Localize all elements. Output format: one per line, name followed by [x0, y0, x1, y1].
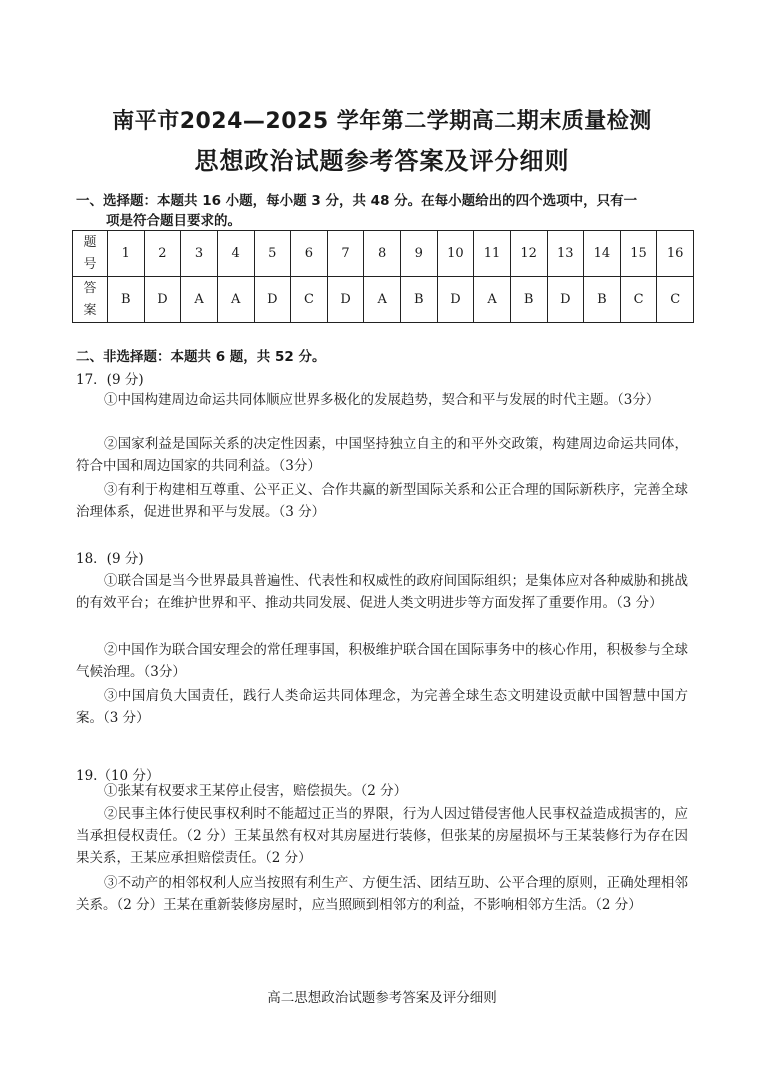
q19-label: 19.（10 分）: [76, 768, 160, 784]
answer-cell: A: [364, 277, 401, 323]
q18-point-2: ②中国作为联合国安理会的常任理事国，积极维护联合国在国际事务中的核心作用，积极参与全球气候治理。（3分）: [76, 642, 688, 680]
header-char: 题: [83, 234, 97, 250]
section-1-heading: [76, 191, 696, 231]
q17-point-1: ①中国构建周边命运共同体顺应世界多极化的发展趋势，契合和平与发展的时代主题。（3分）: [104, 392, 660, 408]
q19-point-2: ②民事主体行使民事权利时不能超过正当的界限，行为人因过错侵害他人民事权益造成损害的，应当承担侵权责任。（2 分）王某虽然有权对其房屋进行装修，但张某的房屋损坏与王某装修行为存在因果关系，王某应承担赔偿责任。（2 分）: [76, 806, 688, 866]
section-1-line-1: 一、选择题：本题共 16 小题，每小题 3 分，共 48 分。在每小题给出的四个选项中，只有一: [76, 193, 638, 209]
header-char: 号: [83, 256, 97, 272]
answer-cell: B: [510, 277, 547, 323]
q19-point-1: ①张某有权要求王某停止侵害，赔偿损失。（2 分）: [104, 783, 408, 799]
answer-cell: D: [327, 277, 364, 323]
question-number-cell: 16: [657, 231, 694, 277]
header-char: 案: [83, 302, 97, 318]
section-1-line-2: 项是符合题目要求的。: [106, 213, 241, 229]
answer-cell: A: [474, 277, 511, 323]
question-number-cell: 1: [108, 231, 145, 277]
question-number-cell: 9: [401, 231, 438, 277]
answer-cell: A: [181, 277, 218, 323]
question-number-cell: 8: [364, 231, 401, 277]
document-subtitle: 思想政治试题参考答案及评分细则: [194, 147, 570, 175]
question-number-cell: 11: [474, 231, 511, 277]
question-number-cell: 10: [437, 231, 474, 277]
q18-point-1: ①联合国是当今世界最具普遍性、代表性和权威性的政府间国际组织；是集体应对各种威胁和挑战的有效平台；在维护世界和平、推动共同发展、促进人类文明进步等方面发挥了重要作用。（3 分）: [76, 573, 688, 611]
question-number-cell: 6: [291, 231, 328, 277]
page-footer: 高二思想政治试题参考答案及评分细则: [267, 990, 497, 1006]
q17-point-2: ②国家利益是国际关系的决定性因素，中国坚持独立自主的和平外交政策，构建周边命运共同体，符合中国和周边国家的共同利益。（3分）: [76, 436, 688, 474]
answer-cell: D: [437, 277, 474, 323]
q17-label: 17．(9 分): [76, 372, 144, 388]
question-number-cell: 12: [510, 231, 547, 277]
answer-cell: C: [620, 277, 657, 323]
header-char: 答: [83, 280, 97, 296]
question-number-cell: 5: [254, 231, 291, 277]
question-number-cell: 2: [144, 231, 181, 277]
question-number-cell: 15: [620, 231, 657, 277]
question-number-cell: 7: [327, 231, 364, 277]
q19-point-3: ③不动产的相邻权利人应当按照有利生产、方便生活、团结互助、公平合理的原则，正确处理相邻关系。（2 分）王某在重新装修房屋时，应当照顾到相邻方的利益，不影响相邻方生活。（2 分）: [76, 875, 688, 913]
answer-cell: B: [108, 277, 145, 323]
answer-cell: C: [291, 277, 328, 323]
answer-cell: D: [144, 277, 181, 323]
answer-header: [73, 277, 108, 323]
document-title: 南平市2024—2025 学年第二学期高二期末质量检测: [112, 109, 652, 134]
question-number-header: [73, 231, 108, 277]
answer-cell: A: [217, 277, 254, 323]
question-number-cell: 3: [181, 231, 218, 277]
question-number-cell: 14: [584, 231, 621, 277]
question-number-row: [73, 231, 694, 277]
q18-label: 18．(9 分): [76, 551, 144, 567]
question-number-cell: 4: [217, 231, 254, 277]
answer-cell: C: [657, 277, 694, 323]
answer-row: [73, 277, 694, 323]
q17-point-3: ③有利于构建相互尊重、公平正义、合作共赢的新型国际关系和公正合理的国际新秩序，完善全球治理体系，促进世界和平与发展。（3 分）: [76, 482, 688, 520]
question-number-cell: 13: [547, 231, 584, 277]
answer-cell: B: [584, 277, 621, 323]
answer-cell: D: [254, 277, 291, 323]
answer-cell: D: [547, 277, 584, 323]
answer-table: [72, 230, 694, 323]
section-2-heading: 二、非选择题：本题共 6 题，共 52 分。: [76, 349, 326, 365]
q18-point-3: ③中国肩负大国责任，践行人类命运共同体理念，为完善全球生态文明建设贡献中国智慧中国方案。（3 分）: [76, 688, 688, 726]
answer-cell: B: [401, 277, 438, 323]
